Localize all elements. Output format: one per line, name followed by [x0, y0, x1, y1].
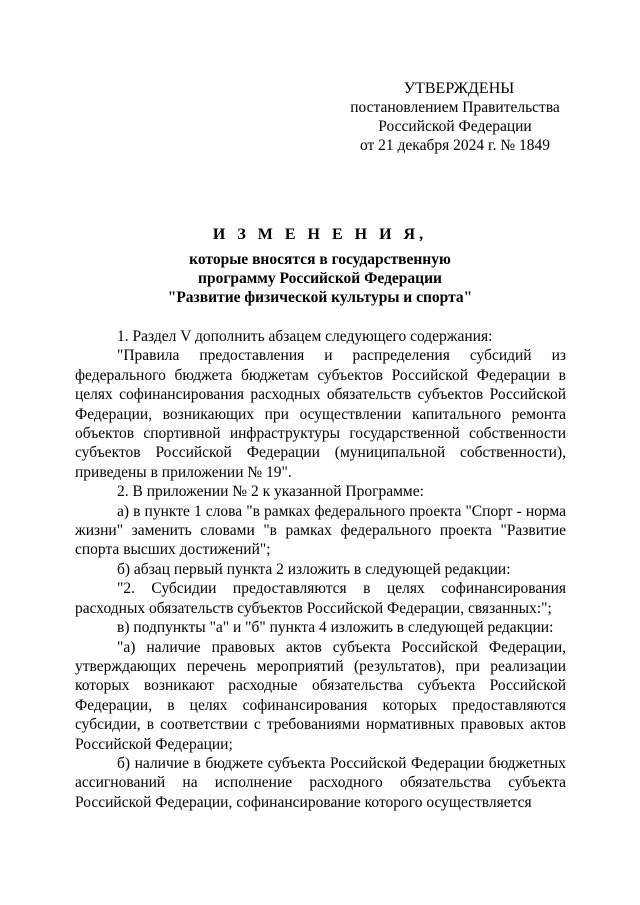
- paragraph-subitem-a: "а) наличие правовых актов субъекта Российской Федерации, утверждающих перечень мероприятий (результатов), при реализации которых возникают расходные обязательства субъекта Российской Федерации, в целях софинансирования которых предоставляются субсидии, в соответствии с требованиями нормативных правовых актов Российской Федерации;: [75, 638, 566, 753]
- document-title: И З М Е Н Е Н И Я,: [212, 226, 428, 243]
- paragraph-item-v: в) подпункты "а" и "б" пункта 4 изложить в следующей редакции:: [117, 619, 554, 637]
- approval-date-line: от 21 декабря 2024 г. № 1849: [359, 137, 551, 154]
- heading-line-3: "Развитие физической культуры и спорта": [167, 289, 473, 306]
- heading-line-1: которые вносятся в государственную: [189, 251, 451, 268]
- paragraph-item-b: б) абзац первый пункта 2 изложить в следующей редакции:: [117, 560, 511, 578]
- paragraph-subsidy-quote: "2. Субсидии предоставляются в целях софинансирования расходных обязательств субъектов Российской Федерации, связанных:";: [75, 580, 566, 617]
- approval-stamp: [330, 79, 580, 155]
- paragraph-item-a: а) в пункте 1 слова "в рамках федерального проекта "Спорт - норма жизни" заменить словами "в рамках федерального проекта "Развитие спорта высших достижений";: [75, 502, 566, 559]
- document-body: [75, 327, 566, 812]
- document-heading: [120, 225, 520, 307]
- heading-line-2: программу Российской Федерации: [198, 270, 442, 287]
- approval-line-1: постановлением Правительства: [350, 99, 560, 116]
- paragraph-subitem-b: б) наличие в бюджете субъекта Российской Федерации бюджетных ассигнований на исполнение расходного обязательства субъекта Российской Федерации, софинансирование которого осуществляется: [75, 754, 566, 811]
- paragraph-section-2: 2. В приложении № 2 к указанной Программе:: [117, 483, 424, 501]
- paragraph-rules-quote: "Правила предоставления и распределения субсидий из федерального бюджета бюджетам субъектов Российской Федерации в целях софинансирования расходных обязательств субъектов Российской Федерации, возникающих при осуществлении капитального ремонта объектов спортивной инфраструктуры государственной собственности субъектов Российской Федерации (муниципальной собственности), приведены в приложении № 19".: [75, 347, 566, 481]
- approval-title: УТВЕРЖДЕНЫ: [403, 80, 515, 97]
- paragraph-section-1: 1. Раздел V дополнить абзацем следующего содержания:: [117, 328, 493, 345]
- approval-line-2: Российской Федерации: [378, 118, 532, 135]
